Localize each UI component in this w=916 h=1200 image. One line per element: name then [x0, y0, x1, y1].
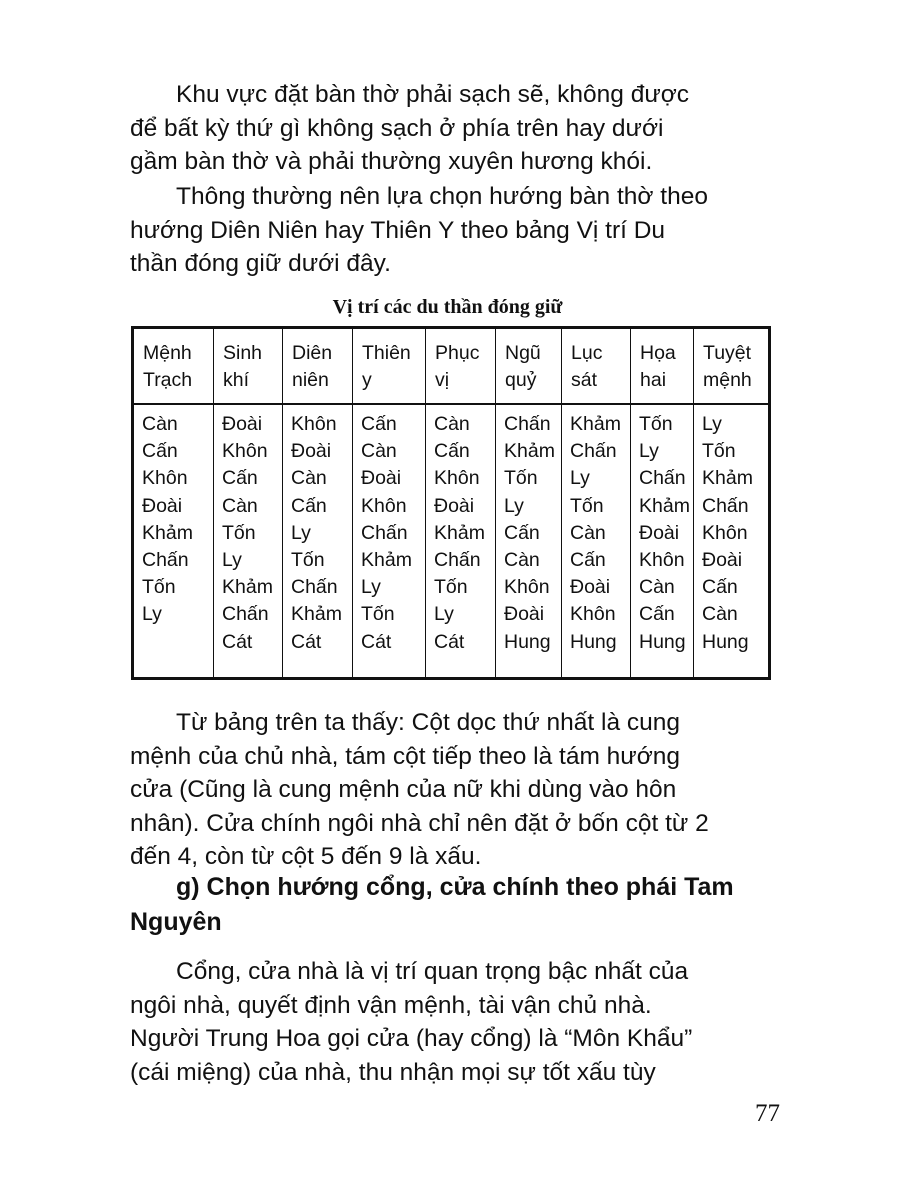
table-cell: Ly	[222, 549, 242, 572]
table-cell: Ly	[434, 603, 454, 626]
table-cell: Cát	[222, 630, 253, 653]
table-header-cell	[134, 329, 213, 405]
table-cell: Càn	[702, 603, 738, 626]
table-cell: Cấn	[639, 603, 675, 626]
table-cell: Chấn	[639, 467, 686, 490]
table-cell: Đoài	[434, 494, 475, 517]
heading-line: g) Chọn hướng cổng, cửa chính theo phái Tam	[176, 873, 734, 901]
paragraph-altar-direction	[130, 180, 775, 281]
table-cell: Ly	[142, 603, 162, 626]
table-cell: Đoài	[639, 521, 680, 544]
header-text: hai	[640, 369, 667, 391]
table-cell: Tốn	[504, 467, 538, 490]
table-column	[562, 329, 631, 677]
text-line: Khu vực đặt bàn thờ phải sạch sẽ, không được	[176, 81, 690, 108]
table-body-cell	[353, 405, 425, 656]
table-cell: Đoài	[570, 576, 611, 599]
table-cell: Khôn	[142, 467, 188, 490]
table-body-cell	[426, 405, 495, 656]
header-text: Mệnh	[143, 342, 192, 364]
text-line: hướng Diên Niên hay Thiên Y theo bảng Vị trí Du	[130, 216, 666, 244]
table-cell: Ly	[361, 576, 381, 599]
table-cell: Chấn	[222, 603, 269, 626]
header-text: y	[362, 369, 372, 391]
header-text: niên	[292, 369, 329, 391]
header-text: Tuyệt	[703, 342, 752, 364]
table-cell: Càn	[222, 494, 258, 517]
text-line: nhân). Cửa chính ngôi nhà chỉ nên đặt ở bốn cột từ 2	[130, 809, 709, 837]
text-line: đến 4, còn từ cột 5 đến 9 là xấu.	[130, 843, 482, 870]
table-cell: Hung	[639, 630, 686, 653]
header-text: khí	[223, 369, 250, 391]
section-heading	[130, 870, 775, 940]
table-column	[214, 329, 283, 677]
text-line: gầm bàn thờ và phải thường xuyên hương khói.	[130, 148, 653, 175]
text-line: Cổng, cửa nhà là vị trí quan trọng bậc nhất của	[176, 958, 689, 985]
text-line: ngôi nhà, quyết định vận mệnh, tài vận chủ nhà.	[130, 991, 652, 1019]
table-cell: Khảm	[222, 576, 273, 599]
table-body-cell	[631, 405, 693, 656]
text-line: mệnh của chủ nhà, tám cột tiếp theo là tám hướng	[130, 742, 681, 770]
table-cell: Khôn	[222, 440, 268, 463]
text-line: để bất kỳ thứ gì không sạch ở phía trên hay dưới	[130, 114, 664, 142]
du-than-table	[131, 326, 771, 680]
heading-line: Nguyên	[130, 908, 222, 936]
table-cell: Chấn	[434, 549, 481, 572]
table-cell: Khảm	[639, 494, 690, 517]
table-cell: Càn	[504, 549, 540, 572]
paragraph-gate-importance	[130, 955, 775, 1089]
table-header-cell	[694, 329, 768, 405]
table-cell: Khôn	[504, 576, 550, 599]
header-text: Họa	[640, 342, 676, 364]
table-cell: Khôn	[570, 603, 616, 626]
table-cell: Chấn	[702, 494, 749, 517]
table-cell: Khảm	[361, 549, 412, 572]
table-cell: Khảm	[291, 603, 342, 626]
table-cell: Càn	[291, 467, 327, 490]
table-cell: Càn	[570, 521, 606, 544]
table-column	[134, 329, 214, 677]
table-body-cell	[134, 405, 213, 629]
table-cell: Chấn	[142, 549, 189, 572]
table-cell: Chấn	[570, 440, 617, 463]
text-line: Người Trung Hoa gọi cửa (hay cổng) là “Môn Khẩu”	[130, 1025, 693, 1052]
table-column	[631, 329, 694, 677]
table-cell: Tốn	[361, 603, 395, 626]
paragraph-table-explanation	[130, 706, 775, 874]
table-cell: Tốn	[222, 521, 256, 544]
table-column	[283, 329, 353, 677]
header-text: Diên	[292, 342, 333, 364]
text-line: Từ bảng trên ta thấy: Cột dọc thứ nhất là cung	[176, 709, 681, 736]
table-cell: Khôn	[361, 494, 407, 517]
table-header-cell	[631, 329, 693, 405]
table-cell: Đoài	[222, 413, 263, 435]
table-cell: Khảm	[504, 440, 555, 463]
table-column	[694, 329, 768, 677]
text-line: (cái miệng) của nhà, thu nhận mọi sự tốt xấu tùy	[130, 1058, 656, 1086]
header-text: Ngũ	[505, 342, 541, 364]
table-cell: Càn	[142, 413, 178, 435]
table-cell: Ly	[504, 494, 524, 517]
header-text: mệnh	[703, 369, 752, 391]
table-cell: Cấn	[142, 440, 178, 463]
table-column	[496, 329, 562, 677]
table-cell: Ly	[291, 521, 311, 544]
table-cell: Đoài	[142, 494, 183, 517]
table-cell: Khảm	[142, 521, 193, 544]
table-cell: Cấn	[361, 413, 397, 435]
table-cell: Đoài	[702, 549, 743, 572]
table-cell: Khảm	[434, 521, 485, 544]
table-body-cell	[694, 405, 768, 656]
header-text: Thiên	[362, 342, 411, 364]
table-header-cell	[426, 329, 495, 405]
table-cell: Tốn	[702, 440, 736, 463]
page-number: 77	[755, 1100, 780, 1127]
table-cell: Cát	[291, 630, 322, 653]
table-cell: Ly	[702, 413, 722, 435]
table-header-cell	[283, 329, 352, 405]
table-cell: Khảm	[570, 413, 621, 435]
table-cell: Chấn	[361, 521, 408, 544]
table-cell: Cấn	[291, 494, 327, 517]
table-cell: Ly	[570, 467, 590, 490]
table-cell: Tốn	[570, 494, 604, 517]
table-body-cell	[283, 405, 352, 656]
table-body-cell	[496, 405, 561, 656]
table-cell: Hung	[570, 630, 617, 653]
table-cell: Chấn	[291, 576, 338, 599]
header-text: Lục	[571, 342, 603, 364]
table-column	[353, 329, 426, 677]
table-cell: Cấn	[222, 467, 258, 490]
table-cell: Cát	[434, 630, 465, 653]
table-cell: Tốn	[639, 413, 673, 435]
table-cell: Khôn	[702, 521, 748, 544]
text-line: cửa (Cũng là cung mệnh của nữ khi dùng vào hôn	[130, 776, 677, 803]
table-cell: Cấn	[570, 549, 606, 572]
table-cell: Cấn	[434, 440, 470, 463]
table-cell: Càn	[434, 413, 470, 435]
table-cell: Đoài	[361, 467, 402, 490]
table-cell: Cát	[361, 630, 392, 653]
header-text: quỷ	[505, 369, 537, 391]
table-header-cell	[496, 329, 561, 405]
table-cell: Hung	[504, 630, 551, 653]
table-cell: Tốn	[434, 576, 468, 599]
table-caption: Vị trí các du thần đóng giữ	[332, 296, 563, 318]
paragraph-altar-cleanliness	[130, 78, 775, 179]
table-header-cell	[214, 329, 282, 405]
text-line: Thông thường nên lựa chọn hướng bàn thờ theo	[176, 183, 708, 210]
table-header-cell	[562, 329, 630, 405]
table-header-cell	[353, 329, 425, 405]
table-cell: Khôn	[291, 413, 337, 435]
table-cell: Chấn	[504, 413, 551, 435]
table-cell: Hung	[702, 630, 749, 653]
table-cell: Cấn	[504, 521, 540, 544]
table-cell: Đoài	[504, 603, 545, 626]
table-cell: Càn	[639, 576, 675, 599]
table-column	[426, 329, 496, 677]
table-cell: Cấn	[702, 576, 738, 599]
header-text: Trạch	[143, 369, 193, 391]
table-cell: Càn	[361, 440, 397, 463]
table-body-cell	[214, 405, 282, 656]
header-text: vị	[435, 369, 450, 391]
header-text: sát	[571, 369, 598, 391]
header-text: Phục	[435, 342, 480, 364]
header-text: Sinh	[223, 342, 263, 364]
table-body-cell	[562, 405, 630, 656]
table-cell: Khôn	[434, 467, 480, 490]
table-cell: Ly	[639, 440, 659, 463]
table-cell: Tốn	[291, 549, 325, 572]
table-cell: Khảm	[702, 467, 753, 490]
table-cell: Khôn	[639, 549, 685, 572]
table-cell: Tốn	[142, 576, 176, 599]
table-cell: Đoài	[291, 440, 332, 463]
text-line: thần đóng giữ dưới đây.	[130, 250, 391, 277]
